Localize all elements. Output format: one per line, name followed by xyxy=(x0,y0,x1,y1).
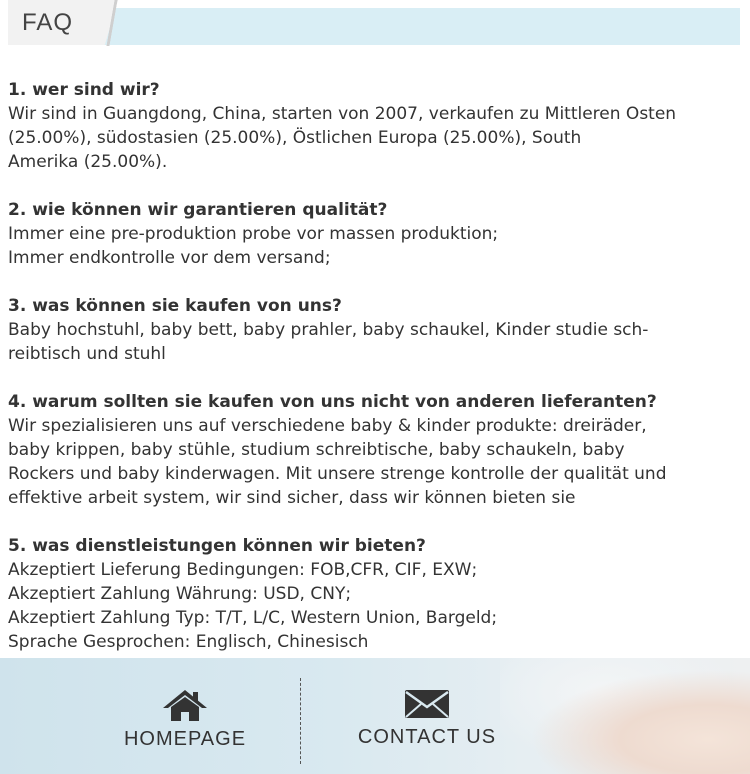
home-icon xyxy=(161,688,209,722)
faq-item xyxy=(8,294,743,366)
faq-answer-line: Wir spezialisieren uns auf verschiedene baby & kinder produkte: dreiräder, xyxy=(8,416,647,436)
footer-divider xyxy=(300,678,301,764)
faq-header-band xyxy=(100,8,740,45)
envelope-icon xyxy=(403,688,451,720)
faq-answer-line: (25.00%), südostasien (25.00%), Östlichen Europa (25.00%), South xyxy=(8,128,582,148)
faq-answer-line: Akzeptiert Zahlung Typ: T/T, L/C, Western Union, Bargeld; xyxy=(8,608,498,628)
faq-question: 3. was können sie kaufen von uns? xyxy=(8,296,342,316)
faq-header xyxy=(0,0,750,50)
faq-tab-edge xyxy=(100,0,124,46)
homepage-button[interactable] xyxy=(95,688,275,758)
faq-answer-line: Immer endkontrolle vor dem versand; xyxy=(8,248,331,268)
faq-answer-line: Wir sind in Guangdong, China, starten von 2007, verkaufen zu Mittleren Osten xyxy=(8,104,677,124)
faq-answer-line: Akzeptiert Zahlung Währung: USD, CNY; xyxy=(8,584,352,604)
faq-answer-line: Sprache Gesprochen: Englisch, Chinesisch xyxy=(8,632,369,652)
faq-answer-line: Rockers und baby kinderwagen. Mit unsere strenge kontrolle der qualität und xyxy=(8,464,667,484)
faq-answer-line: Akzeptiert Lieferung Bedingungen: FOB,CFR, CIF, EXW; xyxy=(8,560,478,580)
faq-item xyxy=(8,534,743,654)
contact-us-label: CONTACT US xyxy=(357,726,497,748)
faq-question: 4. warum sollten sie kaufen von uns nicht von anderen lieferanten? xyxy=(8,392,657,412)
faq-item xyxy=(8,198,743,270)
faq-item xyxy=(8,390,743,510)
faq-title: FAQ xyxy=(22,9,74,36)
faq-answer-line: baby krippen, baby stühle, studium schreibtische, baby schaukeln, baby xyxy=(8,440,625,460)
faq-question: 1. wer sind wir? xyxy=(8,80,160,100)
faq-question: 2. wie können wir garantieren qualität? xyxy=(8,200,388,220)
faq-answer-line: effektive arbeit system, wir sind sicher, dass wir können bieten sie xyxy=(8,488,576,508)
faq-answer-line: Amerika (25.00%). xyxy=(8,152,168,172)
contact-us-button[interactable] xyxy=(337,688,517,758)
faq-answer-line: Baby hochstuhl, baby bett, baby prahler, baby schaukel, Kinder studie sch- xyxy=(8,320,649,340)
faq-answer-line: Immer eine pre-produktion probe vor massen produktion; xyxy=(8,224,499,244)
faq-item xyxy=(8,78,743,174)
baby-feet-photo xyxy=(500,658,750,774)
footer-nav xyxy=(0,658,750,774)
faq-answer-line: reibtisch und stuhl xyxy=(8,344,166,364)
faq-question: 5. was dienstleistungen können wir bieten? xyxy=(8,536,426,556)
homepage-label: HOMEPAGE xyxy=(123,728,247,750)
faq-list xyxy=(8,78,743,678)
